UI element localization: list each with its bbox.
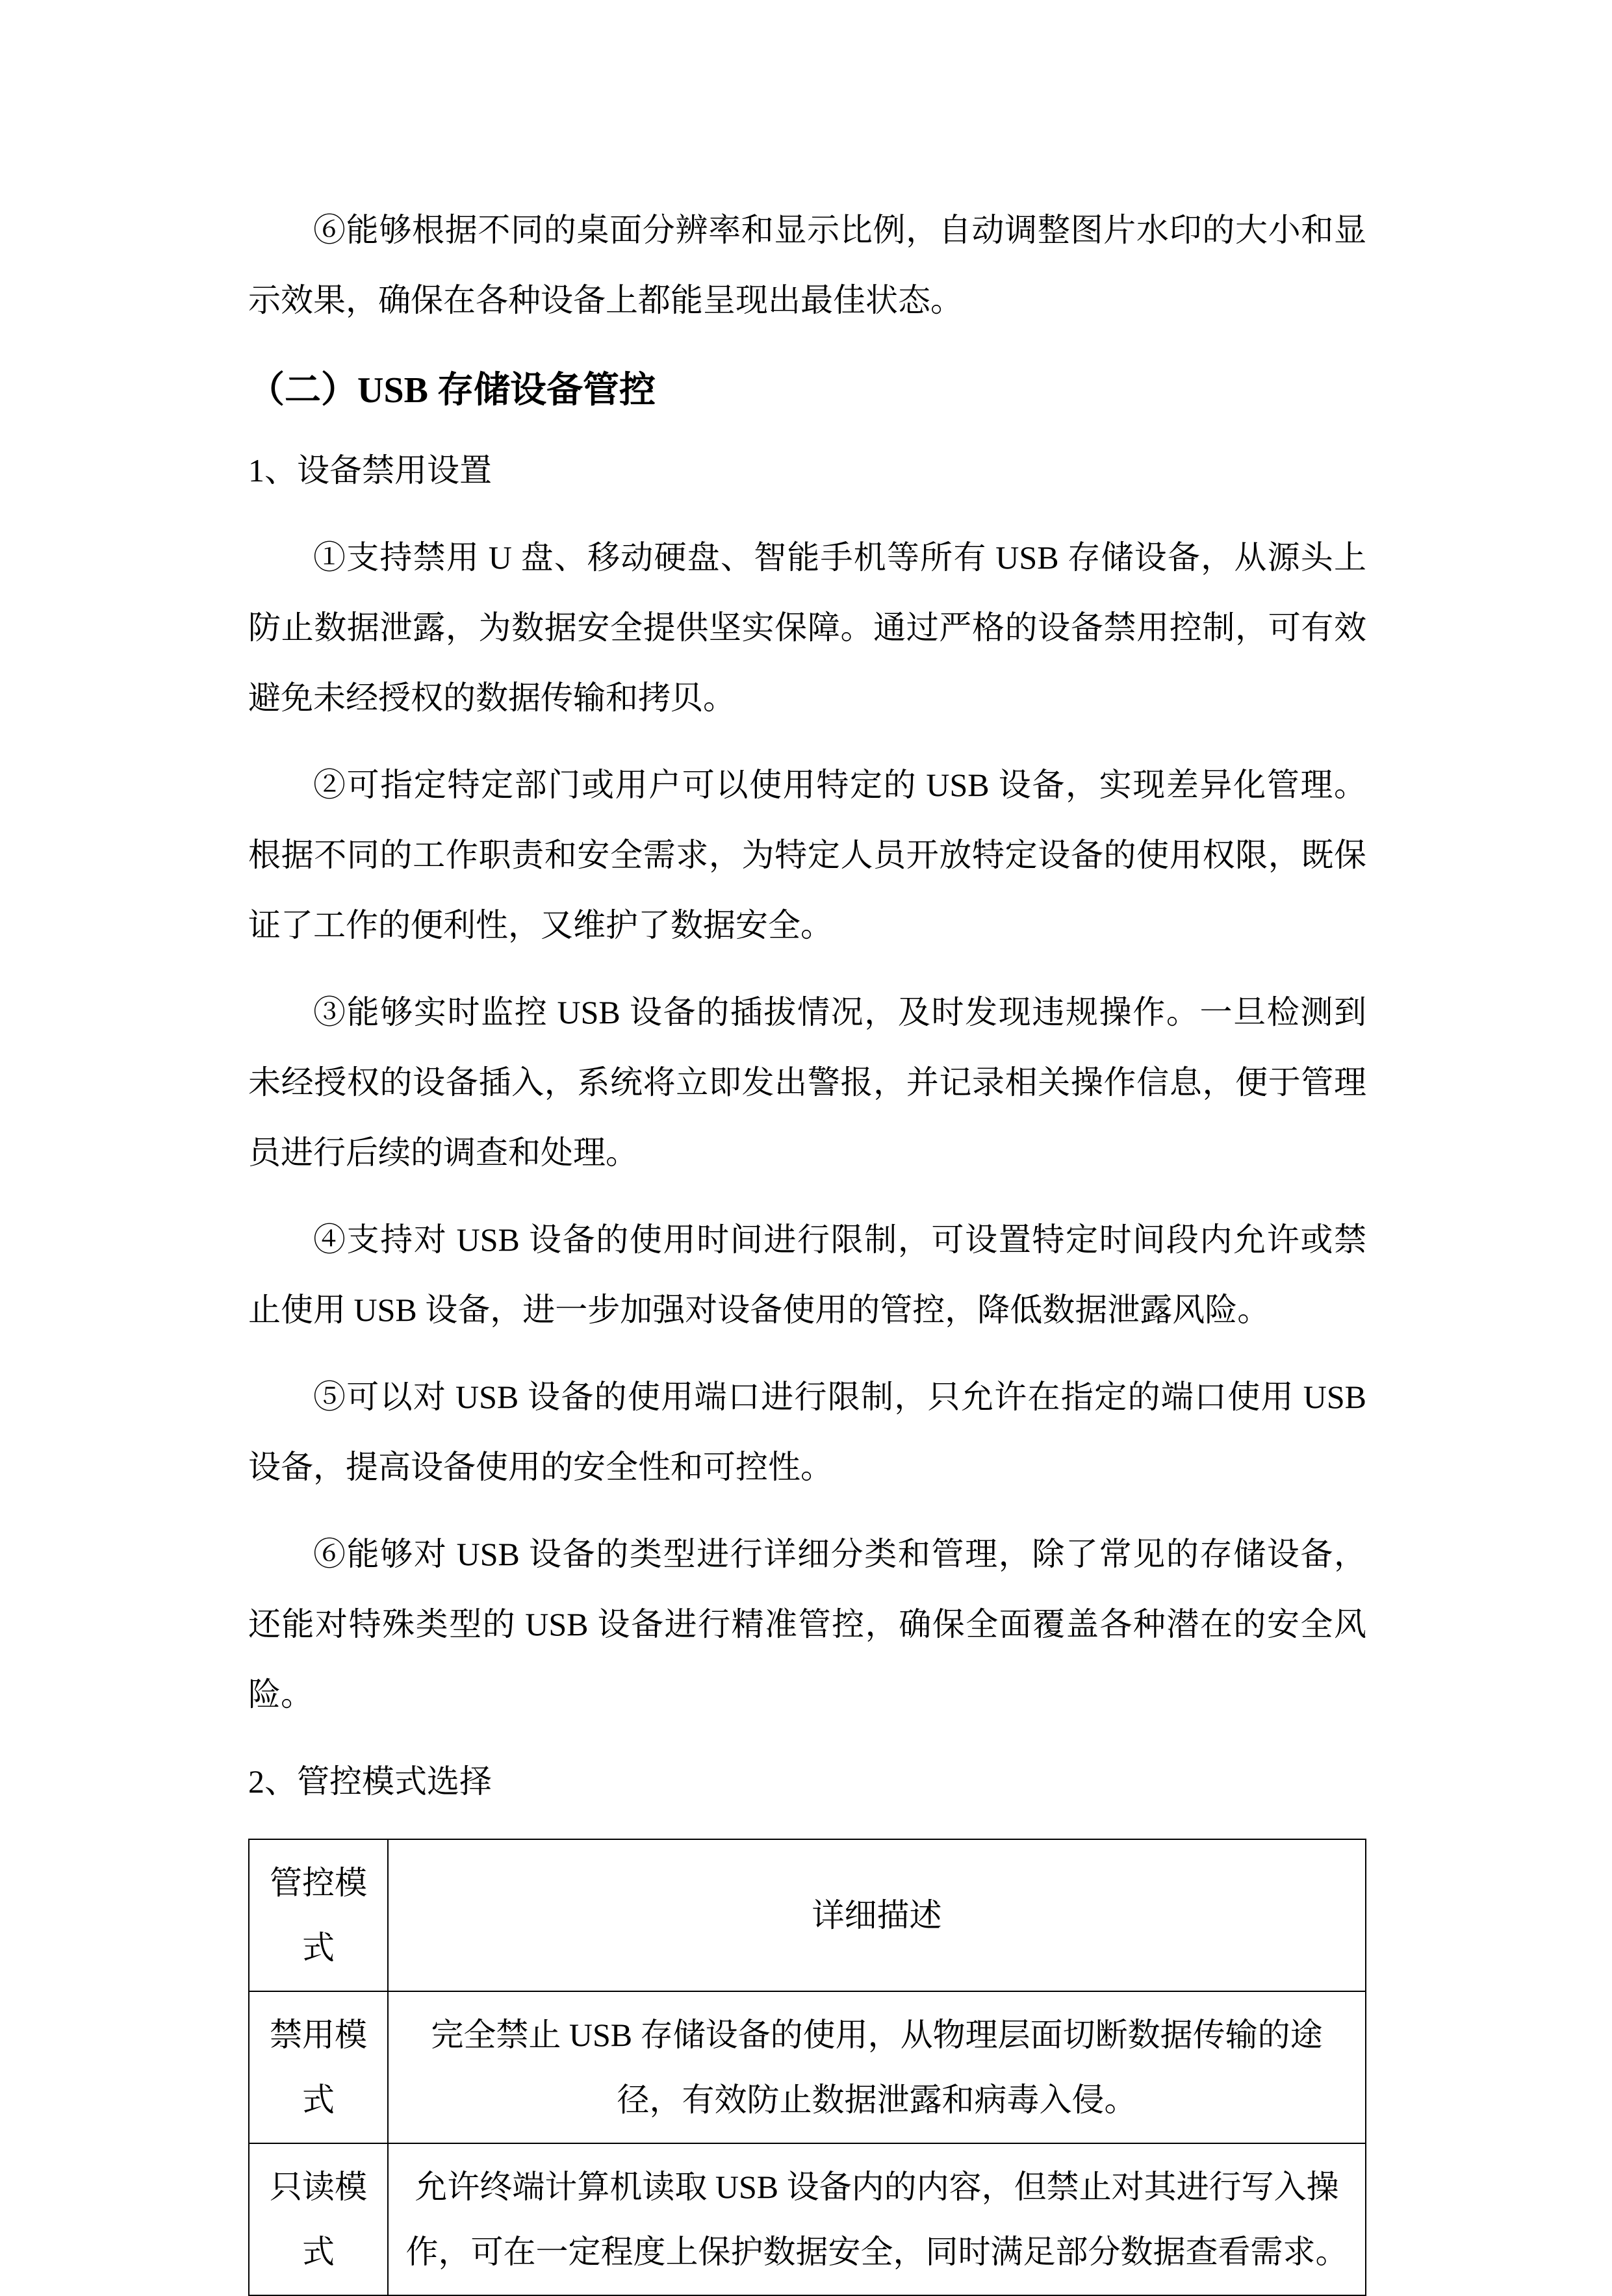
table-header-mode: 管控模式 [249, 1839, 388, 1991]
paragraph-usb-6: ⑥能够对 USB 设备的类型进行详细分类和管理，除了常见的存储设备，还能对特殊类型的 USB 设备进行精准管控，确保全面覆盖各种潜在的安全风险。 [248, 1536, 1366, 1713]
table-cell-mode-description: 完全禁止 USB 存储设备的使用，从物理层面切断数据传输的途径，有效防止数据泄露和病毒入侵。 [388, 1991, 1366, 2143]
paragraph-usb-5: ⑤可以对 USB 设备的使用端口进行限制，只允许在指定的端口使用 USB 设备，提高设备使用的安全性和可控性。 [248, 1379, 1366, 1485]
paragraph-usb-4: ④支持对 USB 设备的使用时间进行限制，可设置特定时间段内允许或禁止使用 USB 设备，进一步加强对设备使用的管控，降低数据泄露风险。 [248, 1221, 1366, 1328]
section-heading-usb-control: （二）USB 存储设备管控 [248, 370, 656, 411]
table-cell-mode-description: 允许终端计算机读取 USB 设备内的内容，但禁止对其进行写入操作，可在一定程度上保护数据安全，同时满足部分数据查看需求。 [388, 2143, 1366, 2295]
paragraph-watermark-feature-6: ⑥能够根据不同的桌面分辨率和显示比例，自动调整图片水印的大小和显示效果，确保在各种设备上都能呈现出最佳状态。 [248, 212, 1366, 318]
table-row-disable-mode [249, 1991, 1366, 2143]
table-header-row [249, 1839, 1366, 1991]
paragraph-usb-1: ①支持禁用 U 盘、移动硬盘、智能手机等所有 USB 存储设备，从源头上防止数据泄露，为数据安全提供坚实保障。通过严格的设备禁用控制，可有效避免未经授权的数据传输和拷贝。 [248, 539, 1366, 716]
table-row-readonly-mode [249, 2143, 1366, 2295]
control-mode-table [248, 1839, 1366, 2296]
subsection-control-mode: 2、管控模式选择 [248, 1763, 492, 1800]
table-cell-mode-name: 禁用模式 [249, 1991, 388, 2143]
table-header-description: 详细描述 [388, 1839, 1366, 1991]
table-cell-mode-name: 只读模式 [249, 2143, 388, 2295]
subsection-device-disable: 1、设备禁用设置 [248, 452, 492, 489]
paragraph-usb-3: ③能够实时监控 USB 设备的插拔情况，及时发现违规操作。一旦检测到未经授权的设备插入，系统将立即发出警报，并记录相关操作信息，便于管理员进行后续的调查和处理。 [248, 994, 1366, 1171]
paragraph-usb-2: ②可指定特定部门或用户可以使用特定的 USB 设备，实现差异化管理。根据不同的工作职责和安全需求，为特定人员开放特定设备的使用权限，既保证了工作的便利性，又维护了数据安全。 [248, 767, 1366, 943]
